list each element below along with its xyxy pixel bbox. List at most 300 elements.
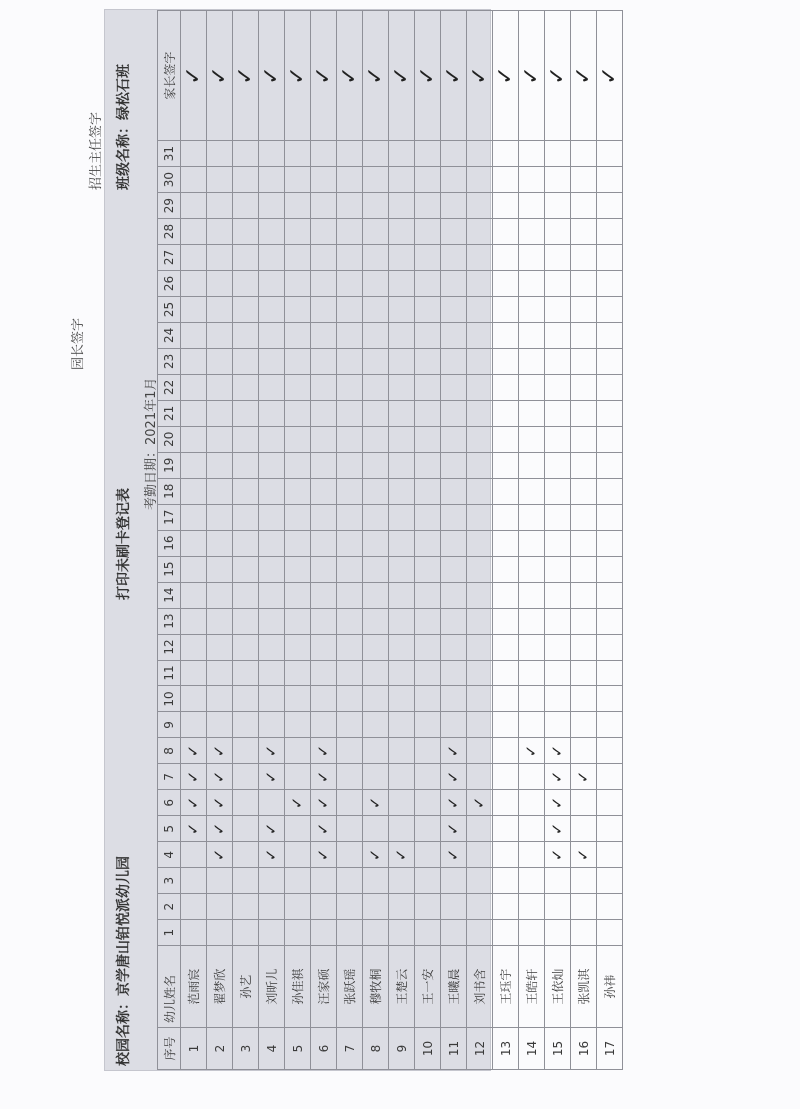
row-index: 17 [597, 1028, 623, 1070]
day-cell [519, 530, 545, 556]
day-cell [233, 790, 259, 816]
day-cell [415, 245, 441, 271]
day-cell [571, 504, 597, 530]
day-cell [207, 245, 233, 271]
day-cell [519, 141, 545, 167]
day-cell [441, 193, 467, 219]
table-row [181, 11, 207, 1070]
day-cell [181, 608, 207, 634]
day-cell [467, 245, 493, 271]
day-cell [207, 348, 233, 374]
day-cell [519, 400, 545, 426]
day-cell [285, 582, 311, 608]
parent-check-mark-icon: ✓ [285, 11, 311, 141]
day-cell [311, 322, 337, 348]
day-cell [545, 219, 571, 245]
day-cell [311, 868, 337, 894]
day-cell [519, 712, 545, 738]
day-cell [389, 219, 415, 245]
day-cell [545, 530, 571, 556]
day-cell [259, 193, 285, 219]
day-cell [233, 193, 259, 219]
day-cell [337, 842, 363, 868]
day-cell [363, 478, 389, 504]
day-cell [571, 426, 597, 452]
table-row [207, 11, 233, 1070]
day-cell [311, 478, 337, 504]
day-cell [493, 920, 519, 946]
day-cell [493, 193, 519, 219]
day-cell [337, 556, 363, 582]
day-cell [311, 219, 337, 245]
day-cell [233, 296, 259, 322]
day-cell [597, 868, 623, 894]
day-cell [337, 374, 363, 400]
day-cell [493, 556, 519, 582]
day-cell [415, 582, 441, 608]
parent-check-mark-icon: ✓ [389, 11, 415, 141]
day-cell [363, 556, 389, 582]
principal-signature-label: 园长签字 [71, 317, 86, 370]
day-cell [285, 452, 311, 478]
day-cell [493, 660, 519, 686]
day-cell [285, 712, 311, 738]
day-cell [545, 374, 571, 400]
check-mark-icon: ✓ [311, 738, 337, 764]
day-cell [311, 894, 337, 920]
day-cell [493, 530, 519, 556]
day-cell [363, 686, 389, 712]
day-cell [493, 582, 519, 608]
day-cell [467, 634, 493, 660]
day-cell [389, 426, 415, 452]
day-cell [311, 712, 337, 738]
day-cell [519, 790, 545, 816]
parent-check-mark-icon: ✓ [493, 11, 519, 141]
day-cell [415, 296, 441, 322]
day-cell [415, 764, 441, 790]
check-mark-icon: ✓ [259, 764, 285, 790]
day-cell [363, 504, 389, 530]
day-cell [467, 660, 493, 686]
day-cell [363, 193, 389, 219]
parent-check-mark-icon: ✓ [441, 11, 467, 141]
day-cell [389, 790, 415, 816]
day-cell [363, 452, 389, 478]
day-cell [545, 322, 571, 348]
day-cell [467, 452, 493, 478]
day-cell [545, 920, 571, 946]
day-cell [233, 478, 259, 504]
day-cell [467, 296, 493, 322]
day-cell [389, 504, 415, 530]
day-cell [467, 141, 493, 167]
school-name: 校园名称：京学唐山铂悦派幼儿园 [116, 856, 132, 1066]
day-cell [181, 894, 207, 920]
day-cell [571, 530, 597, 556]
day-cell [571, 712, 597, 738]
row-index: 10 [415, 1028, 441, 1070]
form-title: 打印未刷卡登记表 [116, 488, 132, 600]
day-cell [233, 270, 259, 296]
day-cell [233, 816, 259, 842]
column-header-day: 25 [158, 296, 181, 322]
day-cell [337, 894, 363, 920]
day-cell [259, 245, 285, 271]
day-cell [181, 322, 207, 348]
day-cell [389, 374, 415, 400]
column-header-day: 20 [158, 426, 181, 452]
day-cell [311, 348, 337, 374]
day-cell [545, 193, 571, 219]
day-cell [285, 920, 311, 946]
day-cell [415, 660, 441, 686]
day-cell [207, 868, 233, 894]
table-row [363, 11, 389, 1070]
column-header-day: 22 [158, 374, 181, 400]
day-cell [285, 478, 311, 504]
day-cell [337, 270, 363, 296]
day-cell [493, 219, 519, 245]
day-cell [233, 141, 259, 167]
day-cell [415, 920, 441, 946]
day-cell [389, 245, 415, 271]
day-cell [337, 816, 363, 842]
column-header-day: 15 [158, 556, 181, 582]
day-cell [311, 608, 337, 634]
day-cell [363, 270, 389, 296]
day-cell [519, 245, 545, 271]
column-header-day: 27 [158, 245, 181, 271]
day-cell [545, 894, 571, 920]
day-cell [493, 167, 519, 193]
day-cell [493, 348, 519, 374]
day-cell [597, 764, 623, 790]
day-cell [337, 245, 363, 271]
check-mark-icon: ✓ [363, 790, 389, 816]
day-cell [389, 400, 415, 426]
column-header-day: 14 [158, 582, 181, 608]
column-header-day: 29 [158, 193, 181, 219]
day-cell [389, 738, 415, 764]
day-cell [259, 348, 285, 374]
day-cell [467, 764, 493, 790]
day-cell [571, 686, 597, 712]
day-cell [389, 478, 415, 504]
day-cell [337, 348, 363, 374]
day-cell [519, 219, 545, 245]
child-name: 张凯淇 [571, 946, 597, 1028]
day-cell [571, 582, 597, 608]
day-cell [467, 556, 493, 582]
day-cell [493, 478, 519, 504]
day-cell [285, 426, 311, 452]
check-mark-icon: ✓ [207, 790, 233, 816]
form-header [105, 10, 137, 1070]
day-cell [571, 374, 597, 400]
day-cell [597, 686, 623, 712]
day-cell [571, 608, 597, 634]
day-cell [545, 478, 571, 504]
column-header-day: 19 [158, 452, 181, 478]
check-mark-icon: ✓ [363, 842, 389, 868]
column-header-day: 1 [158, 920, 181, 946]
day-cell [233, 660, 259, 686]
day-cell [389, 816, 415, 842]
day-cell [441, 348, 467, 374]
day-cell [571, 634, 597, 660]
day-cell [441, 556, 467, 582]
day-cell [259, 608, 285, 634]
parent-check-mark-icon: ✓ [207, 11, 233, 141]
parent-check-mark-icon: ✓ [467, 11, 493, 141]
day-cell [181, 868, 207, 894]
child-name: 王皓轩 [519, 946, 545, 1028]
day-cell [259, 920, 285, 946]
day-cell [285, 556, 311, 582]
day-cell [363, 608, 389, 634]
day-cell [233, 400, 259, 426]
day-cell [415, 738, 441, 764]
check-mark-icon: ✓ [519, 738, 545, 764]
day-cell [363, 141, 389, 167]
child-name: 范雨宸 [181, 946, 207, 1028]
day-cell [441, 868, 467, 894]
column-header-day: 7 [158, 764, 181, 790]
day-cell [519, 426, 545, 452]
day-cell [519, 348, 545, 374]
day-cell [571, 868, 597, 894]
day-cell [389, 868, 415, 894]
day-cell [233, 504, 259, 530]
day-cell [181, 504, 207, 530]
column-header-day: 28 [158, 219, 181, 245]
day-cell [233, 556, 259, 582]
column-header-day: 3 [158, 868, 181, 894]
day-cell [285, 219, 311, 245]
day-cell [363, 738, 389, 764]
table-row [441, 11, 467, 1070]
parent-check-mark-icon: ✓ [597, 11, 623, 141]
day-cell [519, 842, 545, 868]
day-cell [311, 167, 337, 193]
day-cell [597, 842, 623, 868]
column-header-day: 11 [158, 660, 181, 686]
day-cell [597, 816, 623, 842]
day-cell [389, 920, 415, 946]
day-cell [363, 322, 389, 348]
day-cell [259, 322, 285, 348]
day-cell [441, 608, 467, 634]
day-cell [181, 920, 207, 946]
check-mark-icon: ✓ [311, 764, 337, 790]
day-cell [259, 712, 285, 738]
day-cell [597, 478, 623, 504]
check-mark-icon: ✓ [389, 842, 415, 868]
day-cell [389, 686, 415, 712]
day-cell [571, 452, 597, 478]
day-cell [415, 219, 441, 245]
day-cell [571, 478, 597, 504]
day-cell [519, 764, 545, 790]
day-cell [181, 270, 207, 296]
day-cell [207, 556, 233, 582]
day-cell [545, 296, 571, 322]
day-cell [363, 660, 389, 686]
day-cell [571, 193, 597, 219]
day-cell [545, 660, 571, 686]
day-cell [389, 582, 415, 608]
day-cell [467, 270, 493, 296]
day-cell [597, 374, 623, 400]
day-cell [415, 270, 441, 296]
day-cell [545, 452, 571, 478]
day-cell [207, 322, 233, 348]
day-cell [493, 296, 519, 322]
day-cell [363, 167, 389, 193]
day-cell [415, 868, 441, 894]
day-cell [259, 296, 285, 322]
day-cell [311, 504, 337, 530]
table-row [233, 11, 259, 1070]
day-cell [207, 608, 233, 634]
day-cell [233, 608, 259, 634]
day-cell [285, 374, 311, 400]
day-cell [337, 219, 363, 245]
day-cell [493, 400, 519, 426]
day-cell [441, 167, 467, 193]
day-cell [181, 634, 207, 660]
day-cell [311, 920, 337, 946]
day-cell [337, 167, 363, 193]
day-cell [545, 426, 571, 452]
check-mark-icon: ✓ [545, 790, 571, 816]
column-header-day: 23 [158, 348, 181, 374]
day-cell [545, 686, 571, 712]
day-cell [415, 374, 441, 400]
day-cell [493, 764, 519, 790]
day-cell [311, 193, 337, 219]
rotated-form [71, 10, 622, 1070]
day-cell [259, 790, 285, 816]
day-cell [337, 868, 363, 894]
day-cell [363, 816, 389, 842]
day-cell [389, 193, 415, 219]
day-cell [285, 868, 311, 894]
child-name: 汪家硕 [311, 946, 337, 1028]
day-cell [493, 374, 519, 400]
day-cell [337, 764, 363, 790]
day-cell [389, 712, 415, 738]
day-cell [207, 712, 233, 738]
table-row [467, 11, 493, 1070]
row-index: 6 [311, 1028, 337, 1070]
day-cell [415, 790, 441, 816]
day-cell [467, 322, 493, 348]
day-cell [597, 660, 623, 686]
row-index: 3 [233, 1028, 259, 1070]
day-cell [493, 322, 519, 348]
day-cell [415, 504, 441, 530]
column-header-day: 4 [158, 842, 181, 868]
day-cell [415, 193, 441, 219]
check-mark-icon: ✓ [259, 738, 285, 764]
column-header-parent-signature: 家长签字 [158, 11, 181, 141]
day-cell [493, 452, 519, 478]
column-header-day: 9 [158, 712, 181, 738]
child-name: 孙祎 [597, 946, 623, 1028]
day-cell [285, 141, 311, 167]
day-cell [207, 582, 233, 608]
day-cell [259, 270, 285, 296]
day-cell [285, 530, 311, 556]
day-cell [181, 193, 207, 219]
day-cell [441, 296, 467, 322]
day-cell [545, 556, 571, 582]
day-cell [571, 270, 597, 296]
day-cell [311, 400, 337, 426]
day-cell [363, 348, 389, 374]
day-cell [441, 426, 467, 452]
day-cell [441, 894, 467, 920]
day-cell [545, 582, 571, 608]
day-cell [233, 530, 259, 556]
day-cell [233, 582, 259, 608]
day-cell [597, 582, 623, 608]
day-cell [597, 219, 623, 245]
day-cell [467, 920, 493, 946]
day-cell [233, 634, 259, 660]
parent-check-mark-icon: ✓ [337, 11, 363, 141]
day-cell [285, 270, 311, 296]
day-cell [415, 816, 441, 842]
check-mark-icon: ✓ [207, 816, 233, 842]
column-header-day: 16 [158, 530, 181, 556]
day-cell [545, 167, 571, 193]
row-index: 16 [571, 1028, 597, 1070]
day-cell [285, 738, 311, 764]
day-cell [259, 504, 285, 530]
day-cell [311, 582, 337, 608]
column-header-day: 13 [158, 608, 181, 634]
day-cell [363, 374, 389, 400]
table-row [597, 11, 623, 1070]
day-cell [597, 400, 623, 426]
table-row [571, 11, 597, 1070]
day-cell [467, 582, 493, 608]
day-cell [311, 530, 337, 556]
parent-check-mark-icon: ✓ [519, 11, 545, 141]
day-cell [467, 504, 493, 530]
day-cell [415, 712, 441, 738]
day-cell [545, 348, 571, 374]
day-cell [467, 400, 493, 426]
day-cell [233, 426, 259, 452]
day-cell [285, 634, 311, 660]
day-cell [337, 478, 363, 504]
day-cell [571, 219, 597, 245]
day-cell [519, 582, 545, 608]
check-mark-icon: ✓ [311, 842, 337, 868]
day-cell [597, 738, 623, 764]
day-cell [207, 452, 233, 478]
table-row [389, 11, 415, 1070]
day-cell [493, 868, 519, 894]
day-cell [519, 556, 545, 582]
day-cell [467, 167, 493, 193]
day-cell [207, 478, 233, 504]
day-cell [233, 219, 259, 245]
